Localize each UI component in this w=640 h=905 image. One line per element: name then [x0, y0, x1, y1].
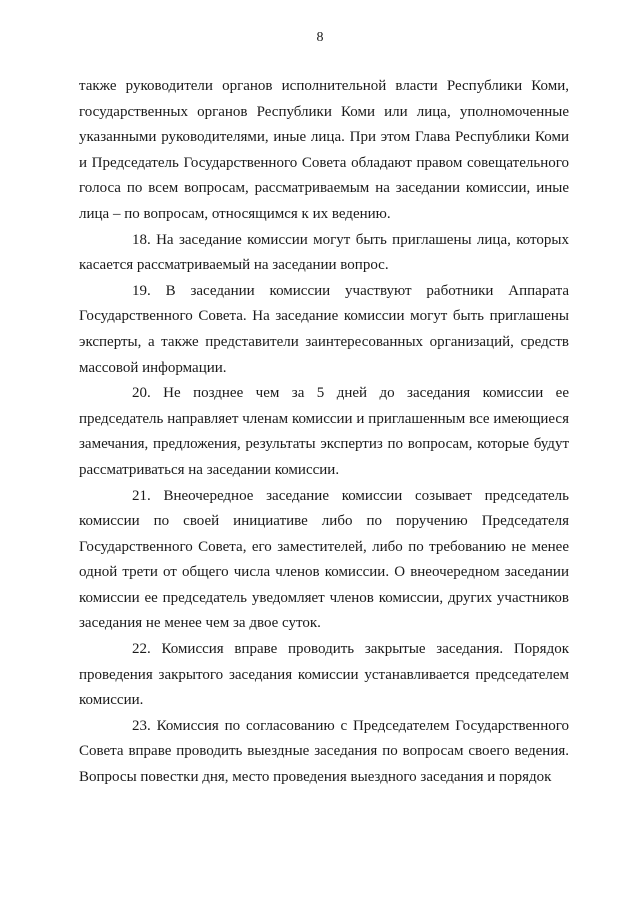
document-body	[79, 74, 569, 791]
paragraph-item-21: 21. Внеочередное заседание комиссии созывает председатель комиссии по своей инициативе либо по поручению Председателя Государственного Совета, его заместителей, либо по требованию не менее одной трети от общего числа членов комиссии. О внеочередном заседании комиссии ее председатель уведомляет членов комиссии, других участников заседания не менее чем за двое суток.	[79, 487, 569, 632]
paragraph-item-20: 20. Не позднее чем за 5 дней до заседания комиссии ее председатель направляет членам комиссии и приглашенным все имеющиеся замечания, предложения, результаты экспертиз по вопросам, которые будут рассматриваться на заседании комиссии.	[79, 385, 569, 478]
paragraph-continuation: также руководители органов исполнительной власти Республики Коми, государственных органов Республики Коми или лица, уполномоченные указанными руководителями, иные лица. При этом Глава Республики Коми и Председатель Государственного Совета обладают правом совещательного голоса по всем вопросам, рассматриваемым на заседании комиссии, иные лица – по вопросам, относящимся к их ведению.	[79, 78, 569, 222]
paragraph-item-18: 18. На заседание комиссии могут быть приглашены лица, которых касается рассматриваемый на заседании вопрос.	[79, 231, 569, 274]
paragraph-item-22: 22. Комиссия вправе проводить закрытые заседания. Порядок проведения закрытого заседания комиссии устанавливается председателем комиссии.	[79, 641, 569, 709]
page-number: 8	[316, 30, 324, 45]
paragraph-item-19: 19. В заседании комиссии участвуют работники Аппарата Государственного Совета. На заседание комиссии могут быть приглашены эксперты, а также представители заинтересованных организаций, средств массовой информации.	[79, 282, 569, 376]
paragraph-item-23: 23. Комиссия по согласованию с Председателем Государственного Совета вправе проводить выездные заседания по вопросам своего ведения. Вопросы повестки дня, место проведения выездного заседания и порядок	[79, 717, 569, 786]
